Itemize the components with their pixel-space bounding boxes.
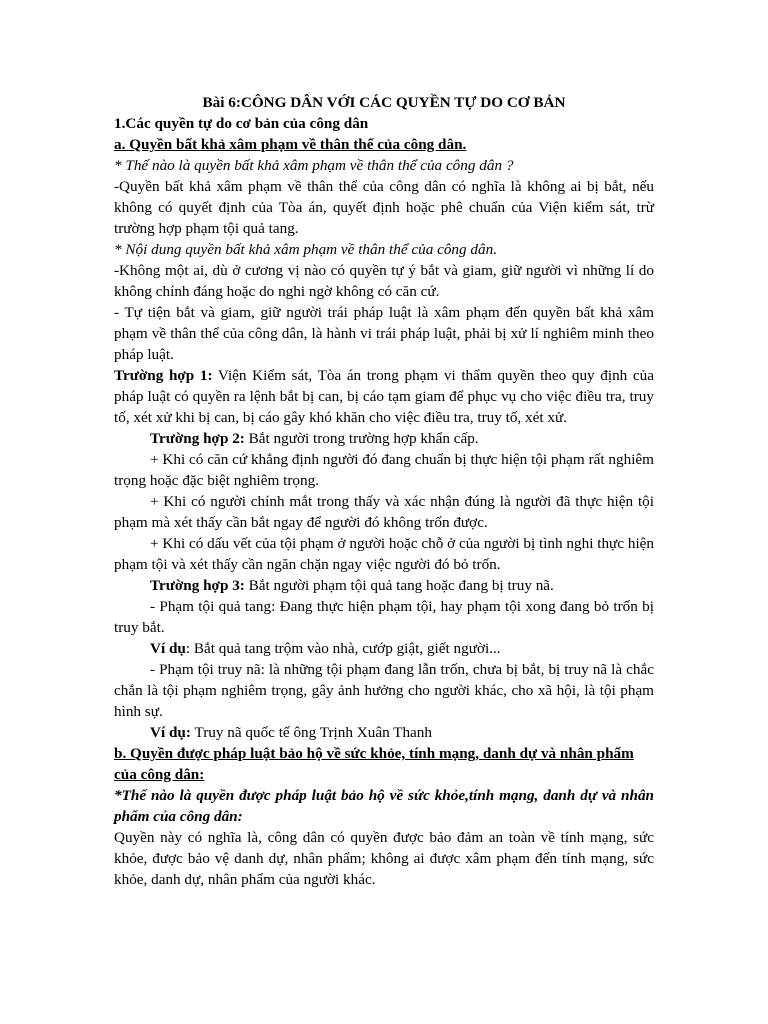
- case-3-paragraph: [114, 575, 654, 596]
- section-a-question-1: * Thế nào là quyền bất khả xâm phạm về thân thể của công dân ?: [114, 157, 514, 174]
- example-2-label: Ví dụ:: [150, 724, 191, 741]
- example-1-paragraph: [114, 638, 654, 659]
- case-2-bullet-1: + Khi có căn cứ khẳng định người đó đang chuẩn bị thực hiện tội phạm rất nghiêm trọng hoặc đặc biệt nghiêm trọng.: [114, 451, 654, 489]
- case-3-detail-2: - Phạm tội truy nã: là những tội phạm đang lẫn trốn, chưa bị bắt, bị truy nã là chắc chắn là tội phạm nghiêm trọng, gây ảnh hưởng cho người khác, cho xã hội, là tội phạm hình sự.: [114, 661, 654, 720]
- section-a-paragraph-3: - Tự tiện bắt và giam, giữ người trái pháp luật là xâm phạm đến quyền bất khả xâm phạm về thân thể của công dân, là hành vi trái pháp luật, phải bị xử lí nghiêm minh theo pháp luật.: [114, 304, 654, 363]
- section-a-question-2: * Nội dung quyền bất khả xâm phạm về thân thể của công dân.: [114, 241, 497, 258]
- case-2-text: Bắt người trong trường hợp khẩn cấp.: [244, 430, 479, 447]
- section-a-paragraph-1: -Quyền bất khả xâm phạm về thân thể của công dân có nghĩa là không ai bị bắt, nếu không có quyết định của Tòa án, quyết định hoặc phê chuẩn của Viện kiểm sát, trừ trường hợp phạm tội quả tang.: [114, 178, 654, 237]
- case-3-text: Bắt người phạm tội quả tang hoặc đang bị truy nã.: [244, 577, 554, 594]
- case-2-paragraph: [114, 428, 654, 449]
- case-2-bullet-3: + Khi có dấu vết của tội phạm ở người hoặc chỗ ở của người bị tình nghi thực hiện phạm tội và xét thấy cần ngăn chặn ngay việc người đó bỏ trốn.: [114, 535, 654, 573]
- case-1-text: Viện Kiểm sát, Tòa án trong phạm vi thẩm quyền theo quy định của pháp luật có quyền ra lệnh bắt bị can, bị cáo tạm giam để phục vụ cho việc điều tra, truy tố, xét xử khi bị can, bị cáo gây khó khăn cho việc điều tra, truy tố, xét xử.: [114, 367, 654, 426]
- case-1-paragraph: [114, 365, 654, 428]
- example-1-label: Ví dụ: [150, 640, 186, 657]
- example-2-paragraph: [114, 722, 654, 743]
- section-1-heading: 1.Các quyền tự do cơ bản của công dân: [114, 115, 369, 132]
- section-a-heading: a. Quyền bất khả xâm phạm về thân thể của công dân.: [114, 136, 467, 153]
- example-2-text: Truy nã quốc tế ông Trịnh Xuân Thanh: [190, 724, 432, 741]
- section-b-paragraph-1: Quyền này có nghĩa là, công dân có quyền được bảo đảm an toàn về tính mạng, sức khỏe, được bảo vệ danh dự, nhân phẩm; không ai được xâm phạm đến tính mạng, sức khỏe, danh dự, nhân phẩm của người khác.: [114, 829, 654, 888]
- section-b-heading: b. Quyền được pháp luật bảo hộ về sức khỏe, tính mạng, danh dự và nhân phẩm của công dân:: [114, 745, 634, 783]
- case-2-bullet-2: + Khi có người chính mắt trong thấy và xác nhận đúng là người đã thực hiện tội phạm mà xét thấy cần bắt ngay để người đó không trốn được.: [114, 493, 654, 531]
- case-1-label: Trường hợp 1:: [114, 367, 213, 384]
- case-3-detail-1: - Phạm tội quả tang: Đang thực hiện phạm tội, hay phạm tội xong đang bỏ trốn bị truy bắt.: [114, 598, 654, 636]
- example-1-text: : Bắt quả tang trộm vào nhà, cướp giật, giết người...: [185, 640, 501, 657]
- lesson-title: Bài 6:CÔNG DÂN VỚI CÁC QUYỀN TỰ DO CƠ BẢN: [202, 94, 566, 111]
- case-3-label: Trường hợp 3:: [150, 577, 245, 594]
- section-b-question-1: *Thế nào là quyền được pháp luật bảo hộ về sức khỏe,tính mạng, danh dự và nhân phẩm của công dân:: [114, 787, 654, 825]
- section-a-paragraph-2: -Không một ai, dù ở cương vị nào có quyền tự ý bắt và giam, giữ người vì những lí do không chính đáng hoặc do nghi ngờ không có căn cứ.: [114, 262, 654, 300]
- document-body: [114, 92, 654, 890]
- case-2-label: Trường hợp 2:: [150, 430, 245, 447]
